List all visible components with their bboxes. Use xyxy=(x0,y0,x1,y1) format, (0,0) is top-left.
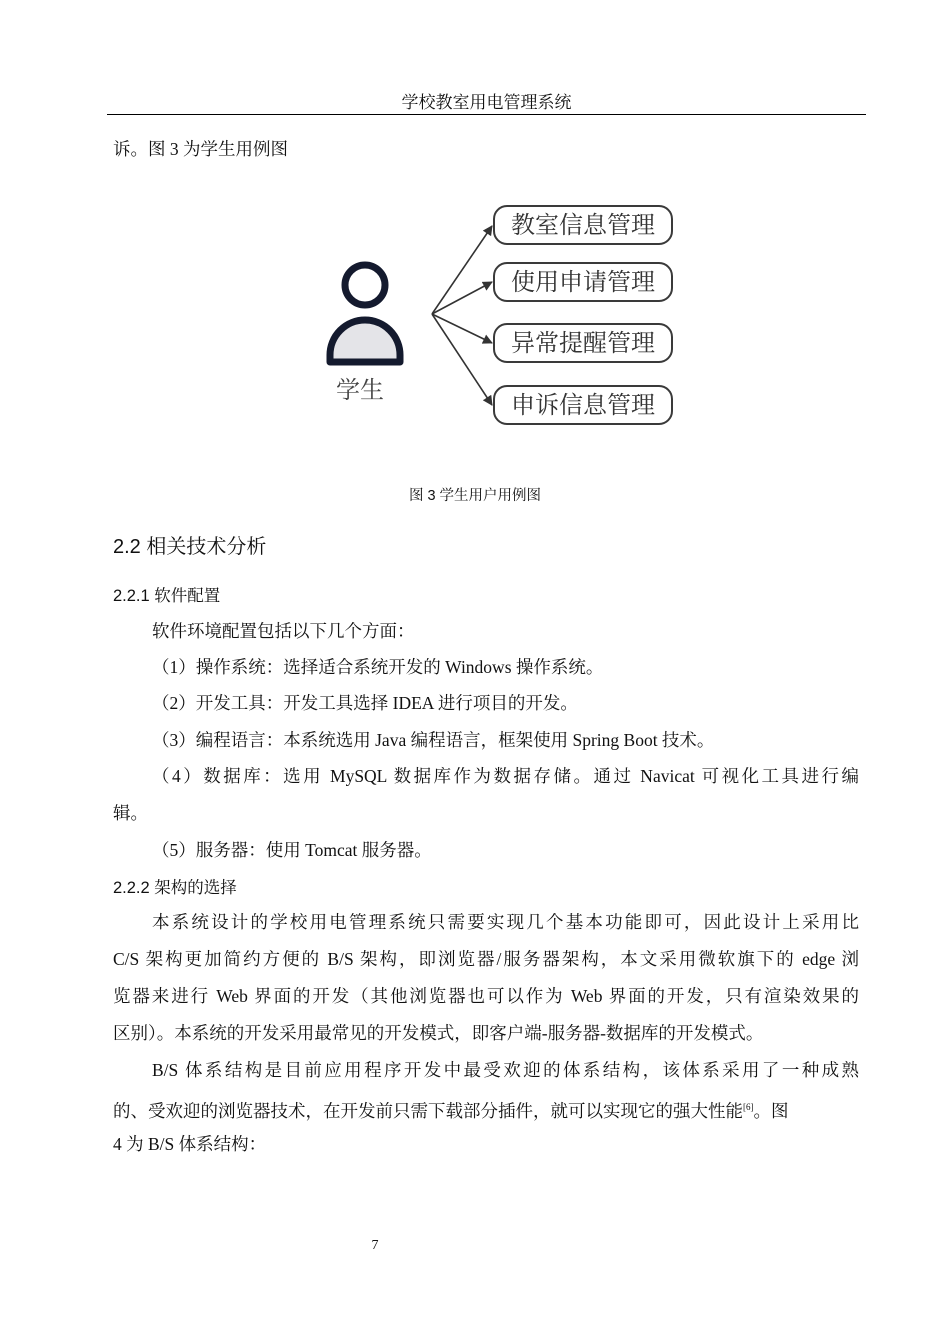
use-case-classroom-info: 教室信息管理 xyxy=(493,205,673,245)
use-case-abnormal-alert: 异常提醒管理 xyxy=(493,323,673,363)
arch-para1-line4: 区别）。本系统的开发采用最常见的开发模式，即客户端-服务器-数据库的开发模式。 xyxy=(113,1023,764,1043)
arch-para1-line2: C/S 架构更加简约方便的 B/S 架构，即浏览器/服务器架构，本文采用微软旗下的 edge 浏 xyxy=(113,949,859,969)
arch-para2-line3: 4 为 B/S 体系结构： xyxy=(113,1134,267,1154)
actor-label: 学生 xyxy=(336,376,384,404)
config-item-language: （3）编程语言：本系统选用 Java 编程语言，框架使用 Spring Boot 技术。 xyxy=(152,730,715,750)
config-item-server: （5）服务器：使用 Tomcat 服务器。 xyxy=(152,840,432,860)
arch-para2-text: 的、受欢迎的浏览器技术，在开发前只需下载部分插件，就可以实现它的强大性能 xyxy=(113,1101,743,1121)
figure-caption: 图 3 学生用户用例图 xyxy=(408,488,542,504)
section-heading-2-2: 2.2 相关技术分析 xyxy=(113,536,267,558)
page-number: 7 xyxy=(371,1238,379,1253)
use-case-usage-application: 使用申请管理 xyxy=(493,262,673,302)
arch-para1-line3: 览器来进行 Web 界面的开发（其他浏览器也可以作为 Web 界面的开发，只有渲染效果的 xyxy=(113,986,859,1006)
use-case-complaint-info: 申诉信息管理 xyxy=(493,385,673,425)
arch-para2-tail: 。图 xyxy=(753,1101,789,1121)
section-heading-2-2-1: 2.2.1 软件配置 xyxy=(113,587,221,605)
config-item-tool: （2）开发工具：开发工具选择 IDEA 进行项目的开发。 xyxy=(152,693,578,713)
running-header: 学校教室用电管理系统 xyxy=(107,92,866,115)
section-heading-2-2-2: 2.2.2 架构的选择 xyxy=(113,879,237,897)
intro-line: 诉。图 3 为学生用例图 xyxy=(113,139,288,159)
config-item-database-cont: 辑。 xyxy=(113,803,148,823)
arch-para1-line1: 本系统设计的学校用电管理系统只需要实现几个基本功能即可，因此设计上采用比 xyxy=(152,912,859,932)
arch-para2-line2 xyxy=(113,1095,789,1123)
config-item-os: （1）操作系统：选择适合系统开发的 Windows 操作系统。 xyxy=(152,657,604,677)
citation-ref[interactable]: [6] xyxy=(743,1102,754,1112)
config-intro: 软件环境配置包括以下几个方面： xyxy=(152,621,415,641)
use-case-diagram xyxy=(300,190,700,440)
config-item-database: （4）数据库：选用 MySQL 数据库作为数据存储。通过 Navicat 可视化工具进行编 xyxy=(152,766,859,786)
arch-para2-line1: B/S 体系结构是目前应用程序开发中最受欢迎的体系结构，该体系采用了一种成熟 xyxy=(152,1060,859,1080)
